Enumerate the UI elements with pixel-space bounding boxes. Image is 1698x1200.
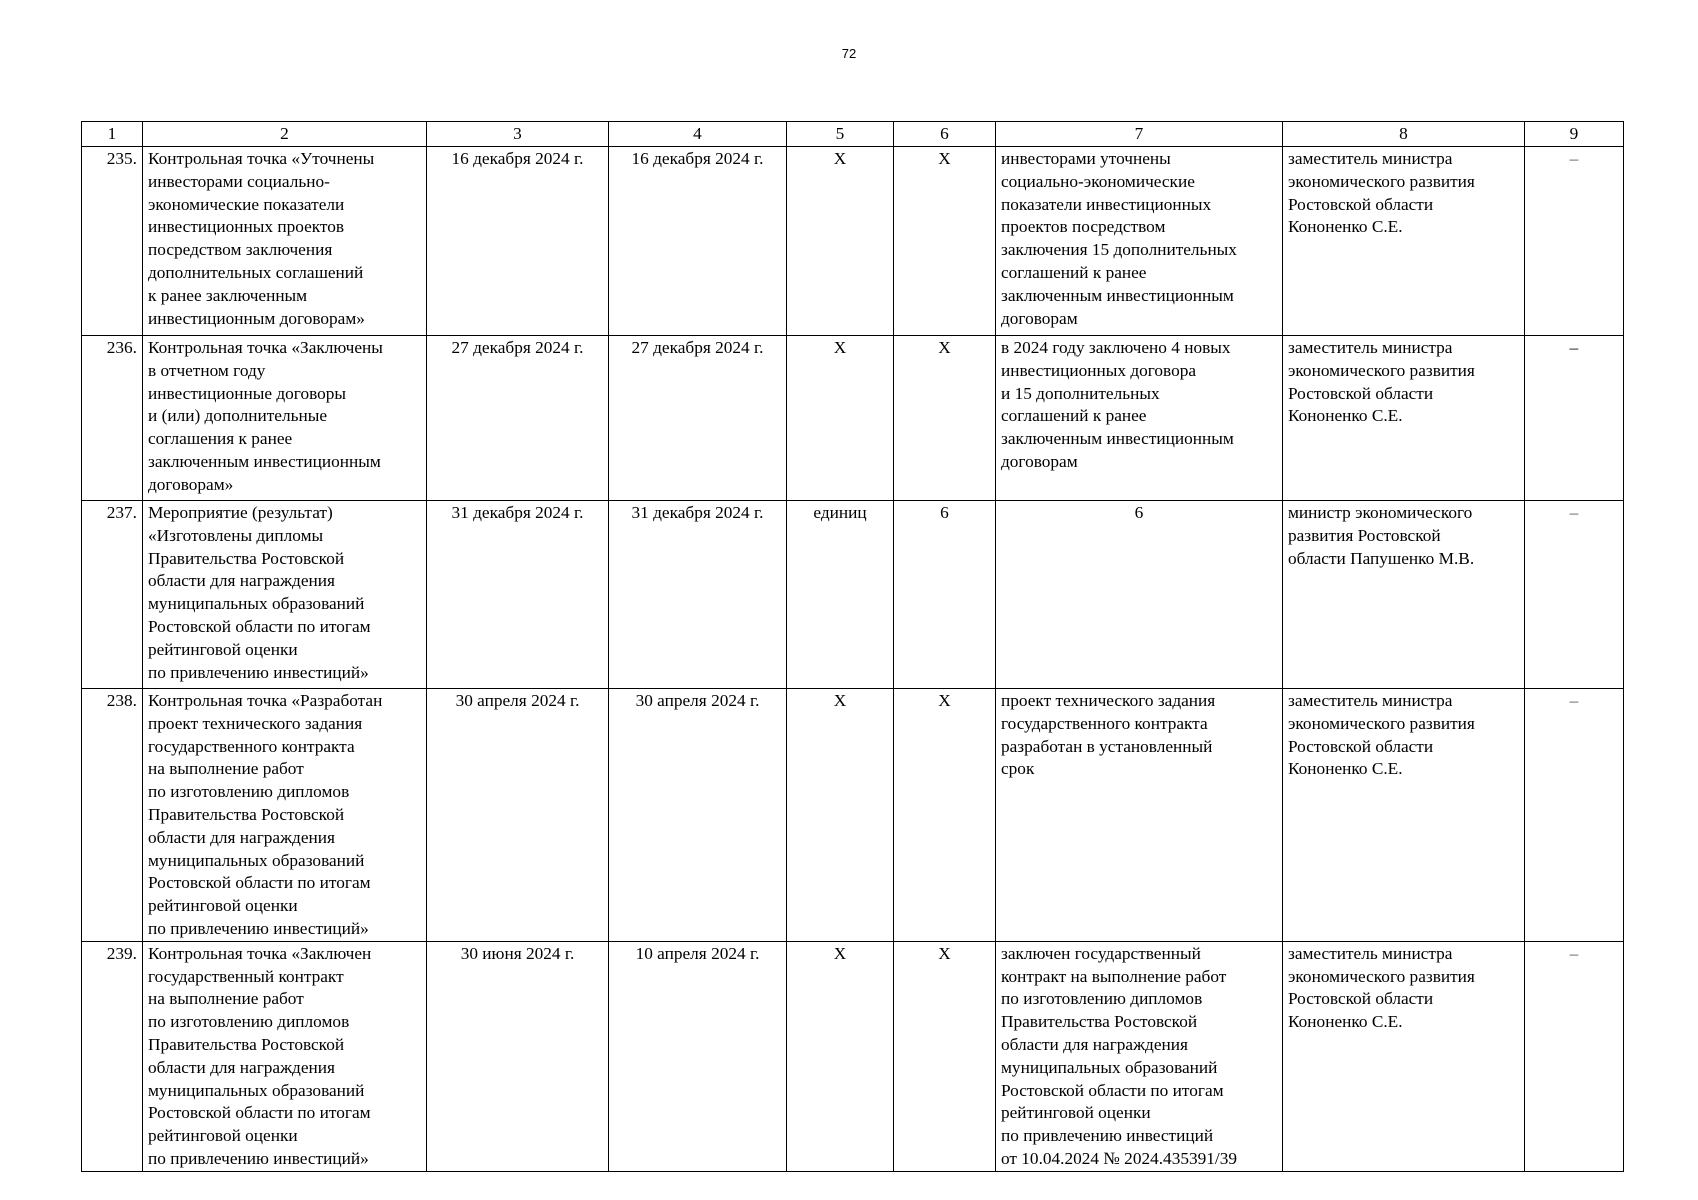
row-number: 238. (82, 689, 143, 942)
row-note: – (1525, 147, 1624, 336)
table-row (82, 336, 1624, 501)
page-number: 72 (841, 46, 857, 61)
column-header: 3 (427, 122, 609, 147)
row-responsible: заместитель министра экономического развития Ростовской области Кононенко С.Е. (1283, 336, 1525, 501)
table-row (82, 941, 1624, 1171)
row-number: 235. (82, 147, 143, 336)
row-date-fact: 16 декабря 2024 г. (609, 147, 787, 336)
column-header: 6 (894, 122, 996, 147)
row-date-fact: 10 апреля 2024 г. (609, 941, 787, 1171)
row-unit: X (787, 941, 894, 1171)
column-header: 7 (996, 122, 1283, 147)
row-date-plan: 30 июня 2024 г. (427, 941, 609, 1171)
row-unit: единиц (787, 501, 894, 689)
row-name: Контрольная точка «Заключены в отчетном году инвестиционные договоры и (или) дополнительные соглашения к ранее заключенным инвестиционным договорам» (143, 336, 427, 501)
column-header: 5 (787, 122, 894, 147)
row-note: – (1525, 501, 1624, 689)
row-date-plan: 31 декабря 2024 г. (427, 501, 609, 689)
table-row (82, 689, 1624, 942)
column-header: 9 (1525, 122, 1624, 147)
header-row (82, 122, 1624, 147)
table-row (82, 147, 1624, 336)
row-note: – (1525, 336, 1624, 501)
row-plan-value: X (894, 941, 996, 1171)
column-header: 4 (609, 122, 787, 147)
row-date-fact: 31 декабря 2024 г. (609, 501, 787, 689)
row-plan-value: X (894, 689, 996, 942)
row-plan-value: 6 (894, 501, 996, 689)
row-number: 239. (82, 941, 143, 1171)
row-date-fact: 27 декабря 2024 г. (609, 336, 787, 501)
row-responsible: министр экономического развития Ростовской области Папушенко М.В. (1283, 501, 1525, 689)
column-header: 2 (143, 122, 427, 147)
row-number: 236. (82, 336, 143, 501)
row-name: Контрольная точка «Заключен государственный контракт на выполнение работ по изготовлению дипломов Правительства Ростовской области для награждения муниципальных образований Ростовской области по итогам рейтинговой оценки по привлечению инвестиций» (143, 941, 427, 1171)
table-row (82, 501, 1624, 689)
row-responsible: заместитель министра экономического развития Ростовской области Кононенко С.Е. (1283, 147, 1525, 336)
row-name: Контрольная точка «Разработан проект технического задания государственного контракта на выполнение работ по изготовлению дипломов Правительства Ростовской области для награждения муниципальных образований Ростовской области по итогам рейтинговой оценки по привлечению инвестиций» (143, 689, 427, 942)
report-table (81, 121, 1624, 1172)
row-responsible: заместитель министра экономического развития Ростовской области Кононенко С.Е. (1283, 689, 1525, 942)
row-result: заключен государственный контракт на выполнение работ по изготовлению дипломов Правительства Ростовской области для награждения муниципальных образований Ростовской области по итогам рейтинговой оценки по привлечению инвестиций от 10.04.2024 № 2024.435391/39 (996, 941, 1283, 1171)
row-date-plan: 16 декабря 2024 г. (427, 147, 609, 336)
row-plan-value: X (894, 336, 996, 501)
row-result: в 2024 году заключено 4 новых инвестиционных договора и 15 дополнительных соглашений к ранее заключенным инвестиционным договорам (996, 336, 1283, 501)
row-responsible: заместитель министра экономического развития Ростовской области Кононенко С.Е. (1283, 941, 1525, 1171)
row-name: Контрольная точка «Уточнены инвесторами социально- экономические показатели инвестиционных проектов посредством заключения дополнительных соглашений к ранее заключенным инвестиционным договорам» (143, 147, 427, 336)
row-note: – (1525, 941, 1624, 1171)
row-result: 6 (996, 501, 1283, 689)
row-plan-value: X (894, 147, 996, 336)
row-result: инвесторами уточнены социально-экономические показатели инвестиционных проектов посредством заключения 15 дополнительных соглашений к ранее заключенным инвестиционным договорам (996, 147, 1283, 336)
row-number: 237. (82, 501, 143, 689)
row-date-plan: 30 апреля 2024 г. (427, 689, 609, 942)
row-unit: X (787, 336, 894, 501)
row-date-plan: 27 декабря 2024 г. (427, 336, 609, 501)
row-date-fact: 30 апреля 2024 г. (609, 689, 787, 942)
row-unit: X (787, 147, 894, 336)
row-note: – (1525, 689, 1624, 942)
row-name: Мероприятие (результат) «Изготовлены дипломы Правительства Ростовской области для награждения муниципальных образований Ростовской области по итогам рейтинговой оценки по привлечению инвестиций» (143, 501, 427, 689)
column-header: 8 (1283, 122, 1525, 147)
row-unit: X (787, 689, 894, 942)
column-header: 1 (82, 122, 143, 147)
row-result: проект технического задания государственного контракта разработан в установленный срок (996, 689, 1283, 942)
